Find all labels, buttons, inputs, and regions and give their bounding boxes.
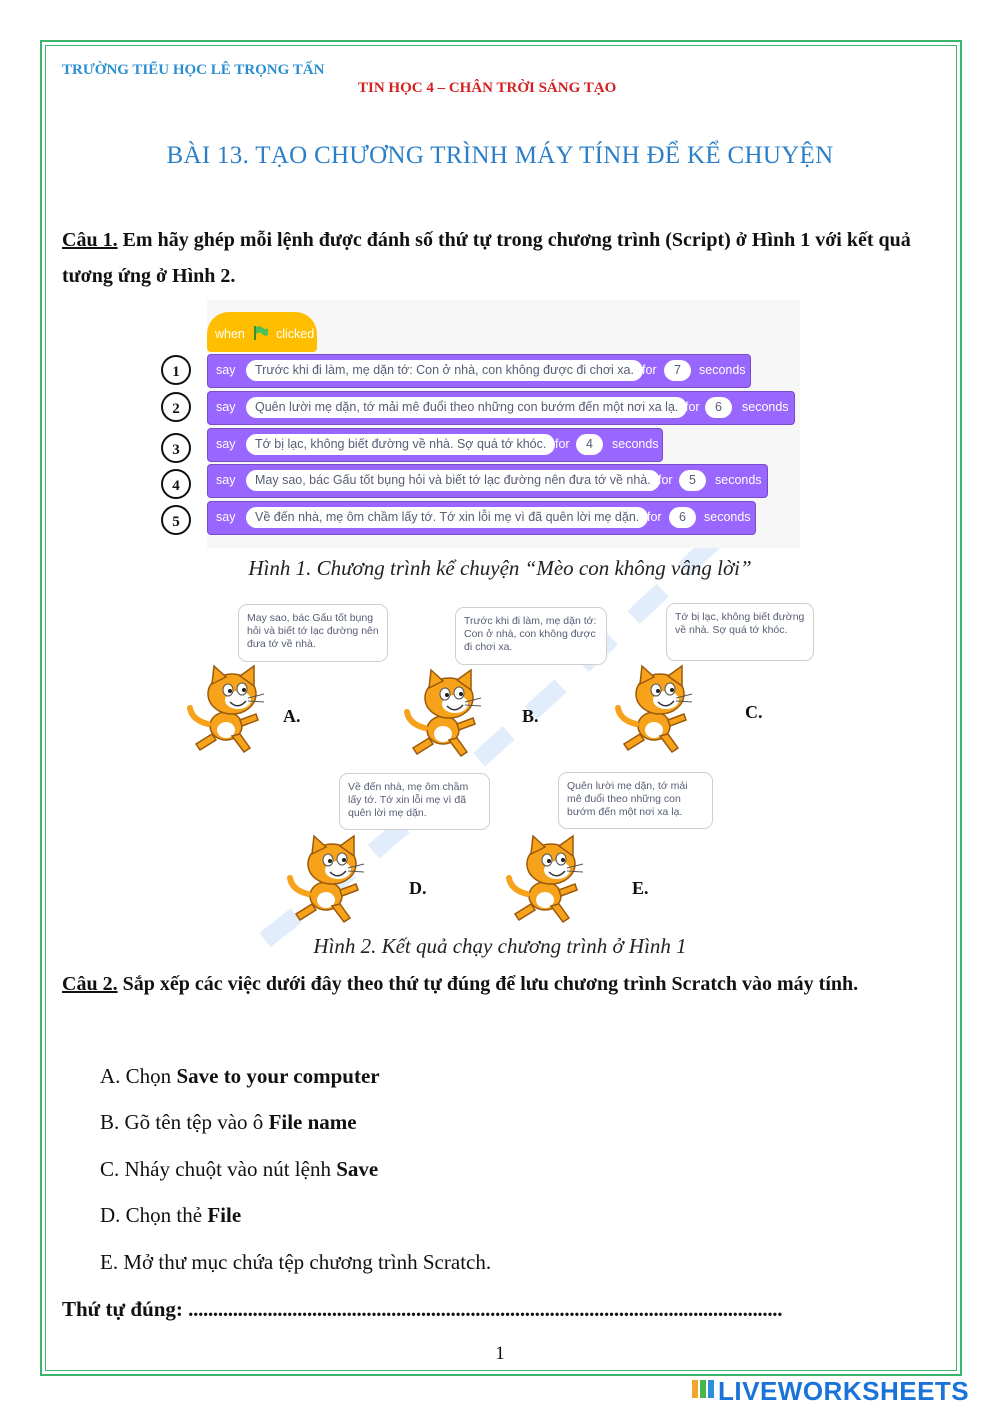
- say-text-3: Tớ bị lạc, không biết đường về nhà. Sợ quá tớ khóc.: [246, 434, 555, 455]
- answer-label: Thứ tự đúng:: [62, 1297, 189, 1321]
- answer-line: [62, 1297, 782, 1322]
- page-number: 1: [495, 1343, 505, 1364]
- scratch-cat-e: [505, 834, 587, 924]
- subject-name: TIN HỌC 4 – CHÂN TRỜI SÁNG TẠO: [358, 80, 617, 96]
- for-label: for: [658, 473, 673, 487]
- step-item-e-text: E. Mở thư mục chứa tệp chương trình Scratch.: [100, 1250, 492, 1274]
- seconds-label: seconds: [704, 510, 751, 524]
- say-label: say: [216, 363, 236, 377]
- figure-2-caption: Hình 2. Kết quả chạy chương trình ở Hình 1: [313, 934, 687, 958]
- school-name: TRƯỜNG TIỂU HỌC LÊ TRỌNG TẤN: [62, 62, 325, 78]
- say-label: say: [216, 400, 236, 414]
- say-text-5: Về đến nhà, mẹ ôm chầm lấy tớ. Tớ xin lỗi mẹ vì đã quên lời mẹ dặn.: [246, 507, 648, 528]
- for-label: for: [685, 400, 700, 414]
- seconds-value-4: 5: [679, 470, 706, 491]
- question-1-text: Em hãy ghép mỗi lệnh được đánh số thứ tự trong chương trình (Script) ở Hình 1 với kết quả tương ứng ở Hình 2.: [62, 229, 911, 287]
- step-item-b-bold: File name: [268, 1110, 357, 1134]
- result-letter-d: D.: [409, 878, 427, 898]
- seconds-label: seconds: [742, 400, 789, 414]
- step-item-c-text: C. Nháy chuột vào nút lệnh: [100, 1157, 337, 1181]
- say-text-2: Quên lười mẹ dặn, tớ mải mê đuổi theo những con bướm đến một nơi xa lạ.: [246, 397, 687, 418]
- speech-bubble-b: Trước khi đi làm, mẹ dặn tớ: Con ở nhà, con không được đi chơi xa.: [455, 607, 607, 665]
- scratch-cat-d: [286, 834, 368, 924]
- liveworksheets-logo-icon: [692, 1378, 714, 1400]
- scratch-cat-c: [614, 664, 696, 754]
- say-block-2: [207, 391, 795, 425]
- for-label: for: [642, 363, 657, 377]
- step-item-d-text: D. Chọn thẻ: [100, 1203, 208, 1227]
- lesson-title: BÀI 13. TẠO CHƯƠNG TRÌNH MÁY TÍNH ĐỂ KỂ CHUYỆN: [166, 142, 834, 169]
- step-item-e: [100, 1250, 491, 1275]
- say-label: say: [216, 473, 236, 487]
- say-block-1: [207, 354, 751, 388]
- say-text-1: Trước khi đi làm, mẹ dặn tớ: Con ở nhà, con không được đi chơi xa.: [246, 360, 643, 381]
- question-2-label: Câu 2.: [62, 973, 118, 995]
- speech-bubble-c: Tớ bị lạc, không biết đường về nhà. Sợ quá tớ khóc.: [666, 603, 814, 661]
- for-label: for: [647, 510, 662, 524]
- step-item-b: [100, 1110, 357, 1135]
- question-1-label: Câu 1.: [62, 229, 118, 251]
- result-letter-c: C.: [745, 702, 763, 722]
- step-number-4: 4: [161, 469, 191, 499]
- say-block-5: [207, 501, 756, 535]
- answer-blank[interactable]: ........................................................................................................................: [188, 1297, 783, 1321]
- result-letter-b: B.: [522, 706, 539, 726]
- seconds-label: seconds: [612, 437, 659, 451]
- step-number-2: 2: [161, 392, 191, 422]
- step-item-c-bold: Save: [336, 1157, 379, 1181]
- step-item-a-bold: Save to your computer: [176, 1064, 380, 1088]
- seconds-label: seconds: [699, 363, 746, 377]
- speech-bubble-e: Quên lười mẹ dặn, tớ mải mê đuổi theo những con bướm đến một nơi xa lạ.: [558, 772, 713, 829]
- say-label: say: [216, 510, 236, 524]
- green-flag-icon: [253, 326, 269, 340]
- question-2-text: Sắp xếp các việc dưới đây theo thứ tự đúng để lưu chương trình Scratch vào máy tính.: [117, 973, 859, 995]
- step-item-a-text: A. Chọn: [100, 1064, 177, 1088]
- step-item-b-text: B. Gõ tên tệp vào ô: [100, 1110, 269, 1134]
- question-1: [62, 222, 942, 294]
- seconds-value-3: 4: [576, 434, 603, 455]
- speech-bubble-d: Về đến nhà, mẹ ôm chầm lấy tớ. Tớ xin lỗi mẹ vì đã quên lời mẹ dặn.: [339, 773, 490, 830]
- result-letter-a: A.: [283, 706, 301, 726]
- step-item-d: [100, 1203, 241, 1228]
- say-label: say: [216, 437, 236, 451]
- seconds-value-1: 7: [664, 360, 691, 381]
- step-number-5: 5: [161, 505, 191, 535]
- scratch-cat-b: [403, 668, 485, 758]
- say-block-4: [207, 464, 768, 498]
- step-item-a: [100, 1064, 380, 1089]
- seconds-value-5: 6: [669, 507, 696, 528]
- speech-bubble-a: May sao, bác Gấu tốt bụng hỏi và biết tớ lạc đường nên đưa tớ về nhà.: [238, 604, 388, 662]
- step-item-c: [100, 1157, 378, 1182]
- seconds-label: seconds: [715, 473, 762, 487]
- question-2: [62, 966, 942, 1002]
- hat-clicked-label: clicked: [276, 327, 315, 341]
- say-block-3: [207, 428, 663, 462]
- figure-1-caption: Hình 1. Chương trình kể chuyện “Mèo con không vâng lời”: [248, 556, 752, 580]
- step-number-3: 3: [161, 433, 191, 463]
- say-text-4: May sao, bác Gấu tốt bụng hỏi và biết tớ lạc đường nên đưa tớ về nhà.: [246, 470, 660, 491]
- step-number-1: 1: [161, 355, 191, 385]
- scratch-cat-a: [186, 664, 268, 754]
- liveworksheets-brand[interactable]: LIVEWORKSHEETS: [718, 1376, 970, 1406]
- seconds-value-2: 6: [705, 397, 732, 418]
- step-item-d-bold: File: [207, 1203, 242, 1227]
- hat-when-label: when: [215, 327, 245, 341]
- for-label: for: [555, 437, 570, 451]
- result-letter-e: E.: [632, 878, 649, 898]
